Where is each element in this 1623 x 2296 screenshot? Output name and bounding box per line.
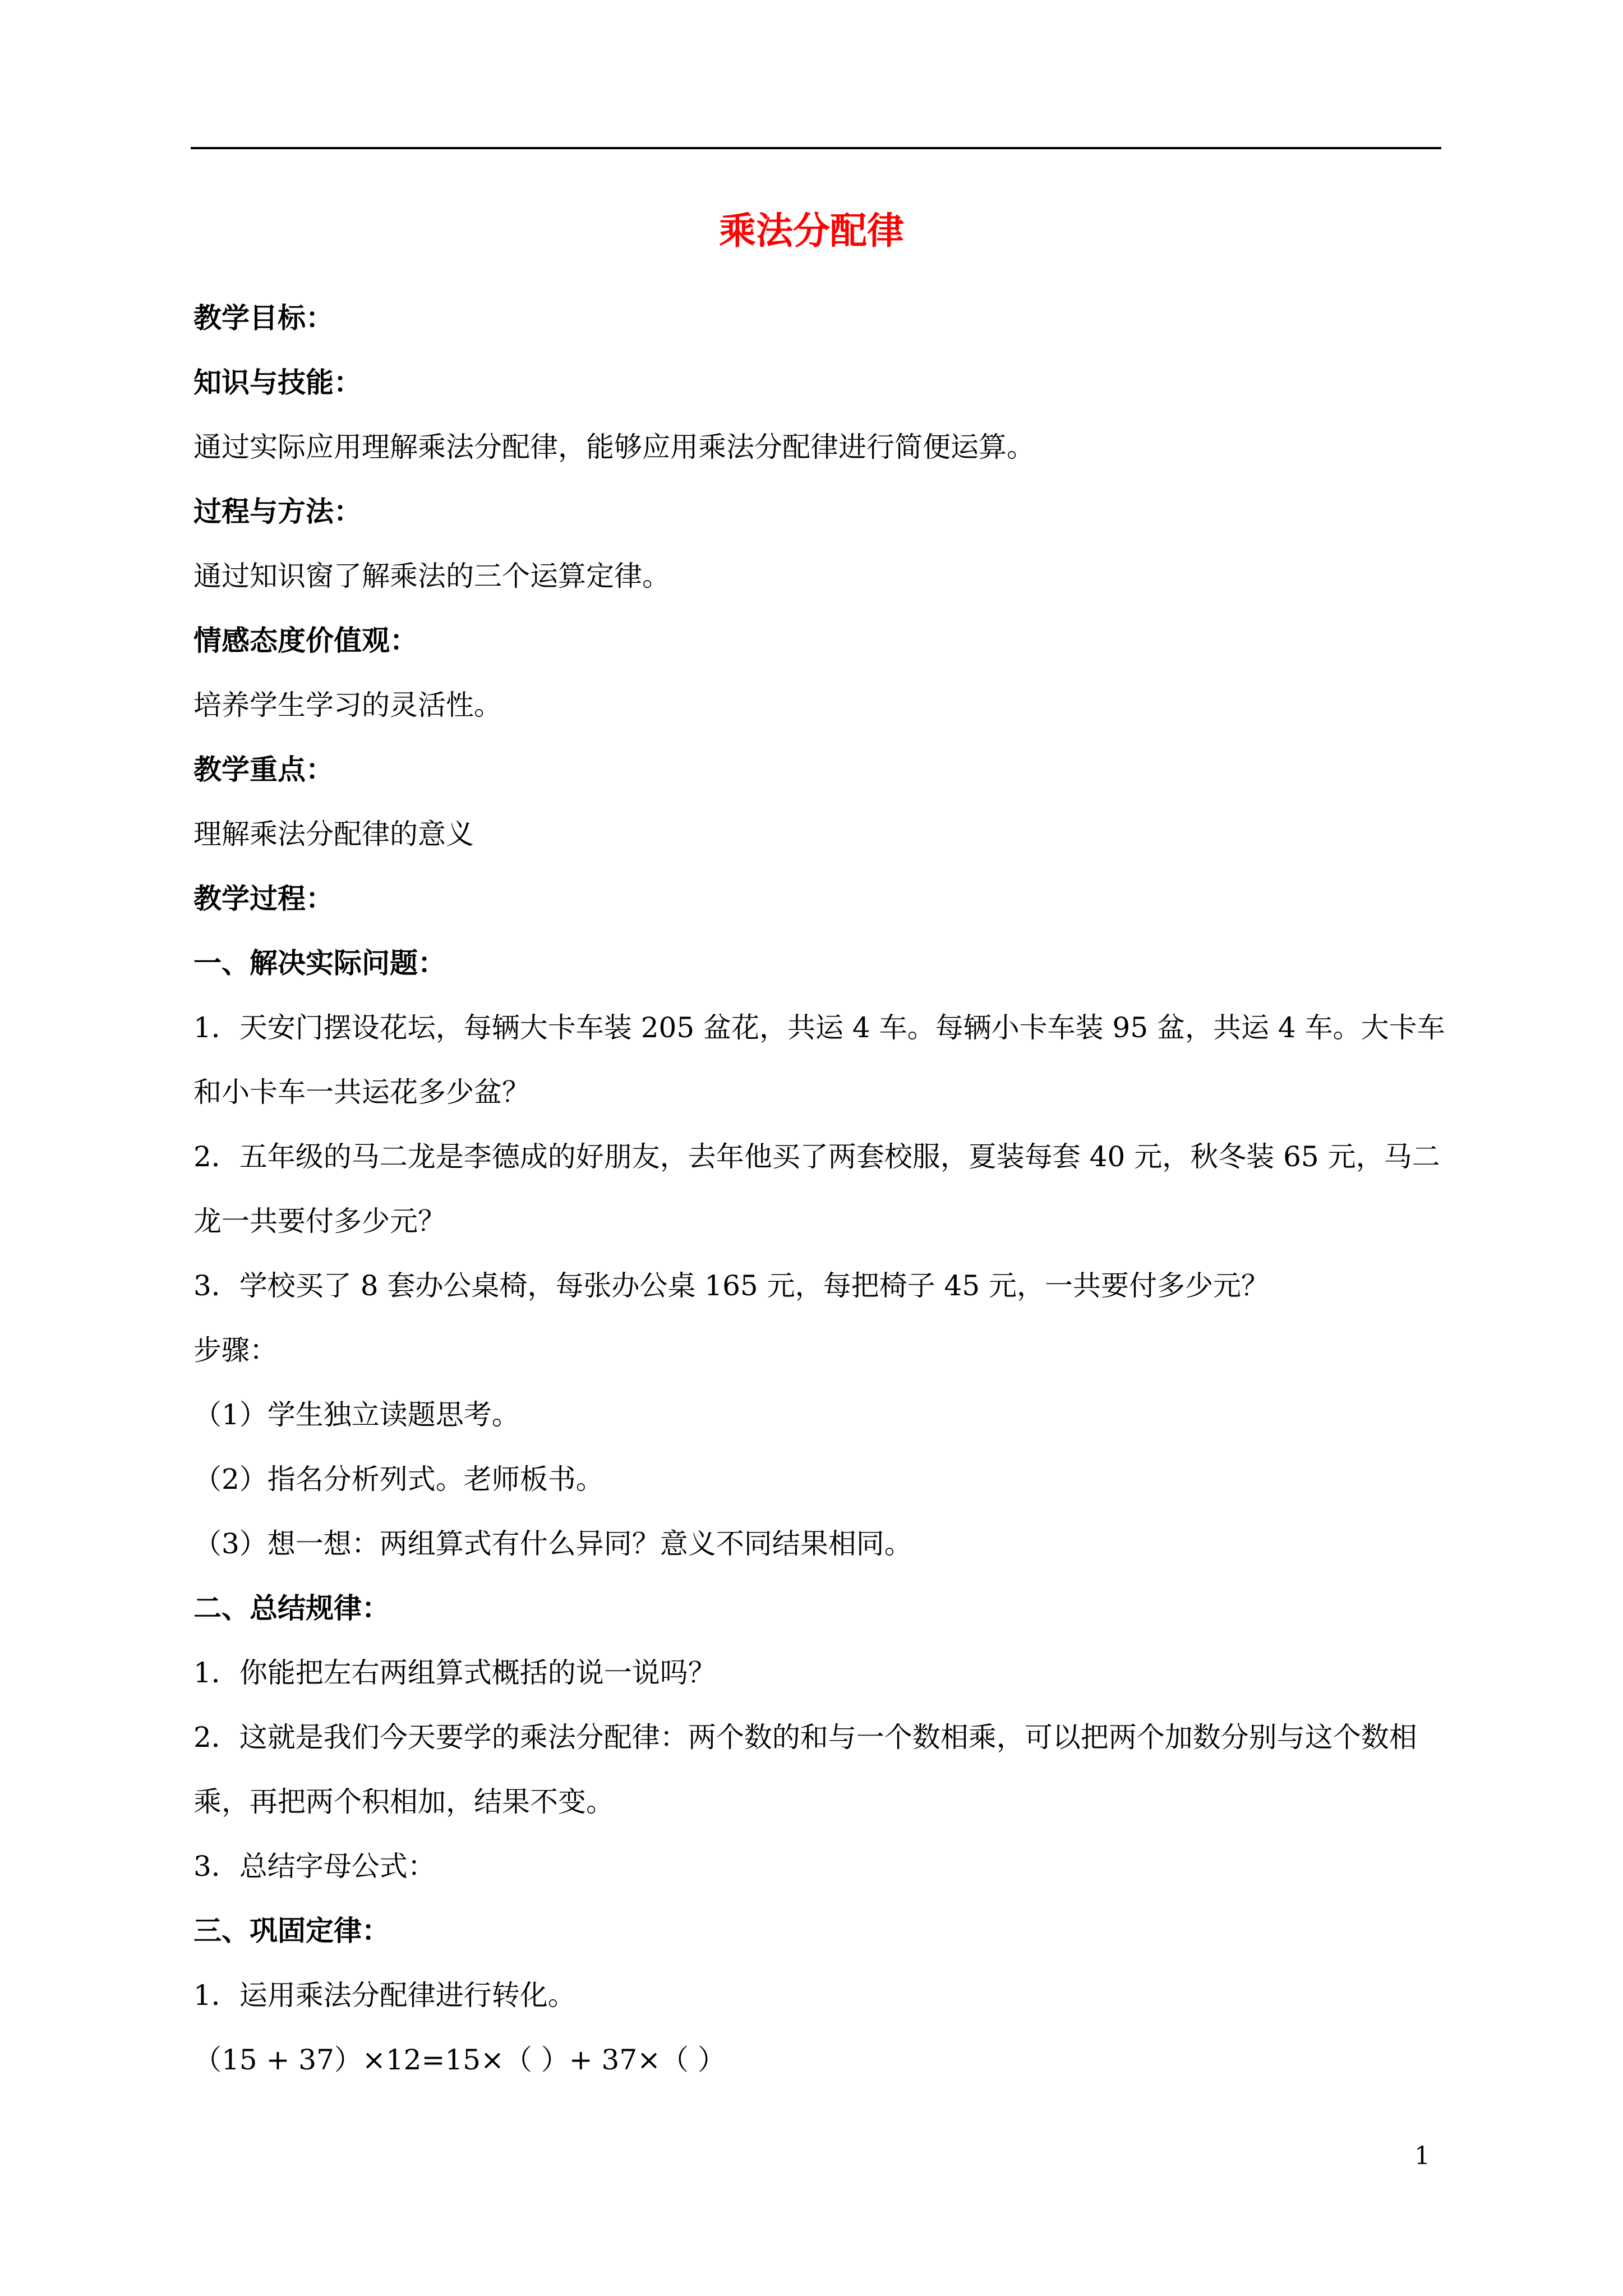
line-14: 2．五年级的马二龙是李德成的好朋友，去年他买了两套校服，夏装每套 40 元，秋冬装 65 元，马二 — [193, 1140, 1440, 1173]
line-15: 龙一共要付多少元？ — [193, 1205, 446, 1237]
line-20: （3）想一想：两组算式有什么异同？意义不同结果相同。 — [193, 1527, 912, 1560]
line-1: 教学目标： — [193, 301, 334, 334]
line-13: 和小卡车一共运花多少盆？ — [193, 1076, 530, 1108]
line-12: 1．天安门摆设花坛，每辆大卡车装 205 盆花，共运 4 车。每辆小卡车装 95 盆，共运 4 车。大卡车 — [193, 1011, 1445, 1044]
line-21: 二、总结规律： — [193, 1591, 390, 1625]
line-8: 教学重点： — [193, 753, 334, 786]
line-18: （1）学生独立读题思考。 — [193, 1398, 520, 1431]
line-6: 情感态度价值观： — [193, 624, 418, 657]
line-11: 一、解决实际问题： — [193, 946, 446, 979]
line-25: 3．总结字母公式： — [193, 1850, 436, 1883]
document-title: 乘法分配律 — [719, 209, 904, 252]
line-26: 三、巩固定律： — [193, 1914, 390, 1947]
page-number: 1 — [1414, 2142, 1430, 2170]
line-16: 3．学校买了 8 套办公桌椅，每张办公桌 165 元，每把椅子 45 元，一共要付多少元？ — [193, 1269, 1270, 1302]
line-3: 通过实际应用理解乘法分配律，能够应用乘法分配律进行简便运算。 — [193, 431, 1035, 463]
line-5: 通过知识窗了解乘法的三个运算定律。 — [193, 560, 670, 592]
line-10: 教学过程： — [193, 882, 334, 915]
line-19: （2）指名分析列式。老师板书。 — [193, 1463, 604, 1496]
header-rule — [191, 147, 1441, 149]
line-22: 1．你能把左右两组算式概括的说一说吗？ — [193, 1657, 716, 1689]
line-17: 步骤： — [193, 1334, 278, 1366]
line-23: 2．这就是我们今天要学的乘法分配律：两个数的和与一个数相乘，可以把两个加数分别与这个数相 — [193, 1721, 1417, 1754]
line-2: 知识与技能： — [193, 366, 362, 399]
line-4: 过程与方法： — [193, 495, 362, 528]
line-28: （15 + 37）×12=15×（ ）+ 37×（ ） — [193, 2044, 726, 2076]
line-27: 1．运用乘法分配律进行转化。 — [193, 1979, 576, 2012]
line-7: 培养学生学习的灵活性。 — [193, 689, 502, 721]
line-24: 乘，再把两个积相加，结果不变。 — [193, 1786, 614, 1818]
line-9: 理解乘法分配律的意义 — [193, 818, 474, 850]
